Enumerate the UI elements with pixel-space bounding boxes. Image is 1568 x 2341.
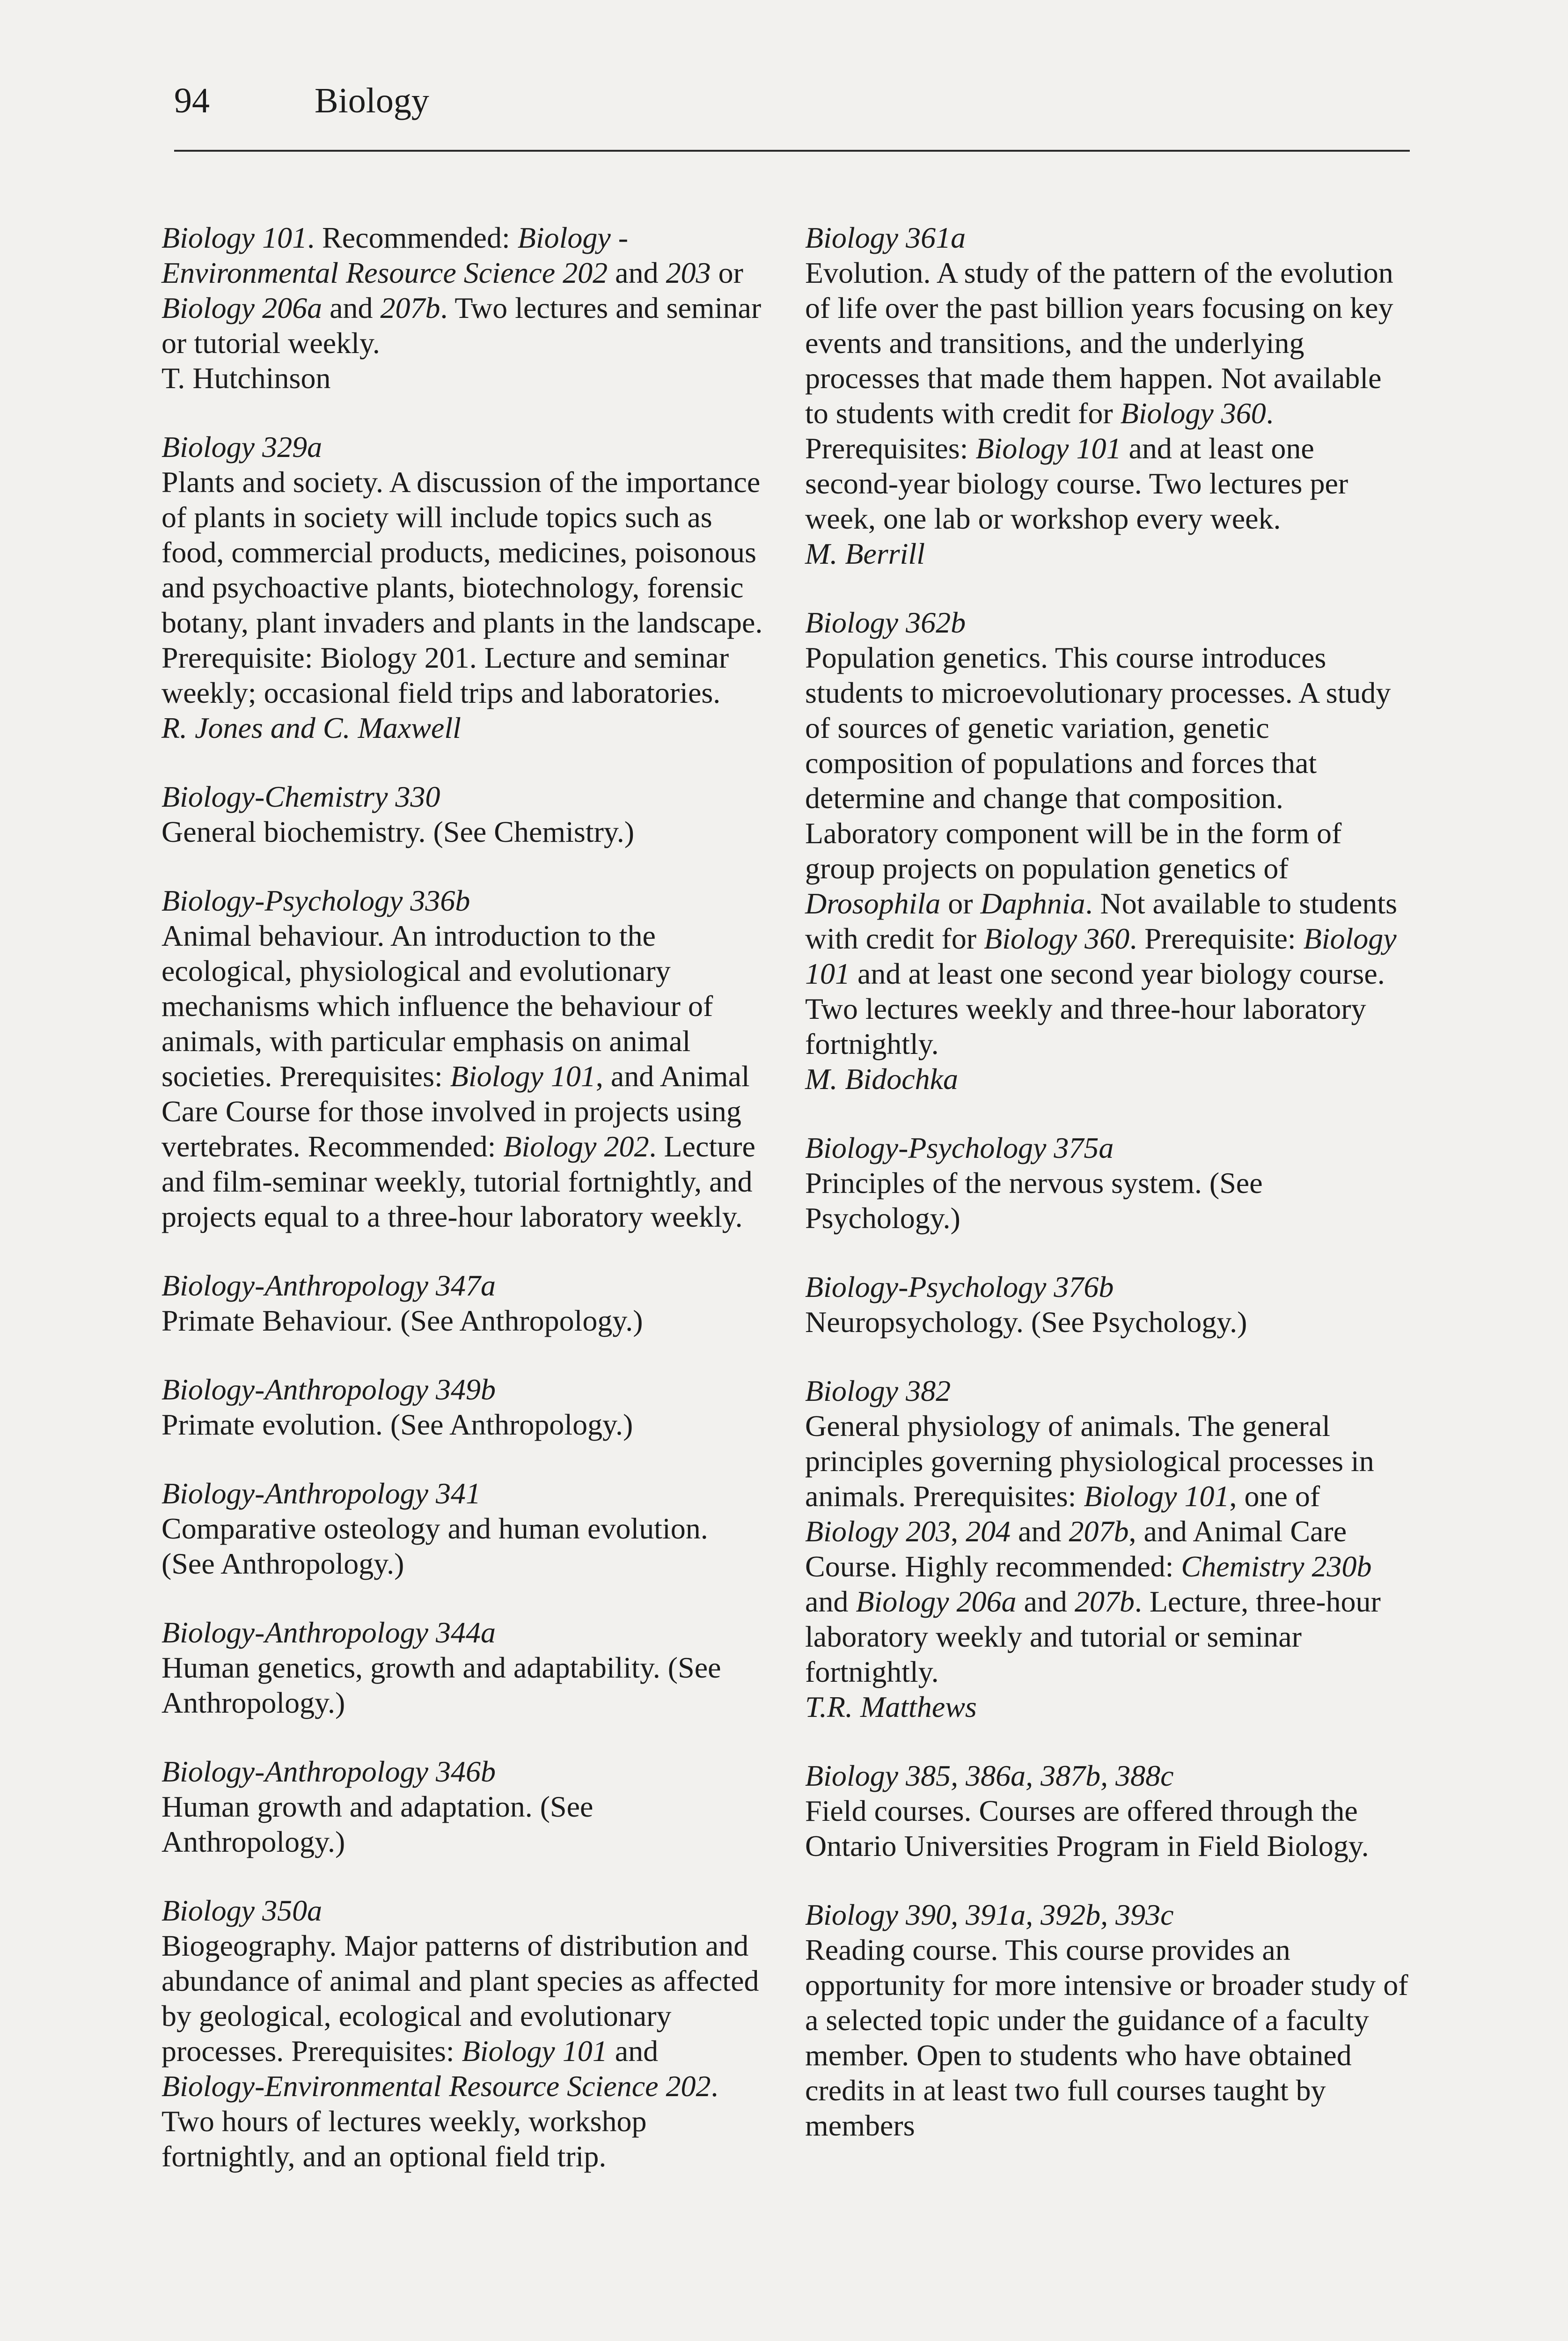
course-title: Biology 329a: [161, 430, 322, 464]
text-segment: Daphnia: [980, 887, 1085, 920]
course-entry: [161, 1372, 765, 1442]
text-segment: Biology-Environmental Resource Science 202: [161, 2069, 711, 2103]
course-entry: [161, 1754, 765, 1859]
course-title: Biology 390, 391a, 392b, 393c: [805, 1898, 1174, 1931]
course-description: [161, 464, 765, 710]
right-entries: [805, 220, 1409, 2143]
text-segment: Biology 101: [161, 221, 308, 254]
text-segment: and at least one second year biology course. Two lectures weekly and three-hour laboratory fortnightly.: [805, 957, 1385, 1060]
text-segment: Biology - Environmental Resource Science 202: [161, 221, 629, 289]
running-head: Biology: [315, 81, 429, 120]
course-entry: [161, 883, 765, 1234]
text-segment: , and Animal Care Course for those involved in projects using vertebrates. Recommended:: [161, 1060, 750, 1163]
course-description: [805, 1304, 1409, 1340]
text-segment: or: [711, 256, 743, 289]
course-title: Biology 362b: [805, 606, 966, 639]
text-segment: . Prerequisites:: [805, 397, 1274, 465]
course-entry: [805, 605, 1409, 1097]
text-segment: . Two lectures and seminar or tutorial weekly.: [161, 291, 762, 360]
text-segment: . Recommended:: [307, 221, 518, 254]
course-title: Biology-Anthropology 344a: [161, 1616, 496, 1649]
text-segment: ,: [951, 1515, 966, 1548]
text-segment: and: [1016, 1585, 1075, 1618]
course-entry: [805, 1269, 1409, 1340]
page-header: [174, 75, 1410, 155]
text-segment: . Prerequisite:: [1129, 922, 1304, 955]
page-number: 94: [174, 81, 210, 120]
text-segment: , and Animal Care Course. Highly recommended:: [805, 1515, 1347, 1583]
course-entry: [161, 1615, 765, 1720]
text-segment: and at least one second-year biology course. Two lectures per week, one lab or workshop every week.: [805, 432, 1348, 535]
text-segment: General physiology of animals. The general principles governing physiological processes in animals. Prerequisites:: [805, 1409, 1374, 1513]
course-instructor: R. Jones and C. Maxwell: [161, 711, 461, 744]
continued-entry: [161, 220, 765, 396]
course-description: [161, 1511, 765, 1581]
course-instructor: T.R. Matthews: [805, 1690, 977, 1723]
text-segment: Principles of the nervous system. (See Psychology.): [805, 1166, 1263, 1235]
text-segment: Biology 206a: [161, 291, 322, 324]
left-column: [161, 220, 765, 2208]
course-description: [805, 640, 1409, 1061]
text-segment: . Two hours of lectures weekly, workshop fortnightly, and an optional field trip.: [161, 2069, 718, 2173]
course-title: Biology 350a: [161, 1894, 322, 1927]
text-segment: Comparative osteology and human evolution. (See Anthropology.): [161, 1512, 708, 1580]
text-segment: General biochemistry. (See Chemistry.): [161, 815, 635, 848]
text-segment: Biology 101: [462, 2034, 608, 2068]
course-entry: [161, 1268, 765, 1338]
course-entry: [161, 429, 765, 745]
course-title: Biology-Chemistry 330: [161, 780, 440, 813]
text-segment: Drosophila: [805, 887, 941, 920]
course-description: [161, 1407, 765, 1442]
text-segment: Neuropsychology. (See Psychology.): [805, 1305, 1247, 1339]
course-entry: [805, 220, 1409, 571]
text-segment: Human growth and adaptation. (See Anthropology.): [161, 1790, 593, 1858]
text-segment: Biology 101: [975, 432, 1121, 465]
text-segment: Chemistry 230b: [1181, 1550, 1372, 1583]
text-segment: Primate evolution. (See Anthropology.): [161, 1408, 633, 1441]
course-description: [805, 1932, 1409, 2143]
course-instructor: M. Berrill: [805, 537, 925, 570]
course-instructor: M. Bidochka: [805, 1062, 958, 1096]
course-description: [161, 1928, 765, 2174]
text-segment: Biology 360: [1120, 397, 1266, 430]
text-segment: Population genetics. This course introduces students to microevolutionary processes. A study of sources of genetic variation, genetic composition of populations and forces that determine and change that composition. Laboratory component will be in the form of group projects on population genetics of: [805, 641, 1391, 885]
text-segment: Biology 101: [450, 1060, 596, 1093]
text-segment: . Lecture and film-seminar weekly, tutorial fortnightly, and projects equal to a three-hour laboratory weekly.: [161, 1130, 755, 1233]
course-entry: [161, 779, 765, 849]
course-entry: [805, 1130, 1409, 1236]
text-segment: . Lecture, three-hour laboratory weekly and tutorial or seminar fortnightly.: [805, 1585, 1381, 1688]
course-description: [161, 1303, 765, 1338]
text-segment: Biology 203: [805, 1515, 951, 1548]
text-segment: 207b: [380, 291, 440, 324]
text-segment: Biology 206a: [856, 1585, 1017, 1618]
course-title: Biology-Psychology 376b: [805, 1270, 1114, 1303]
entry-instructor: T. Hutchinson: [161, 361, 331, 395]
course-entry: [805, 1897, 1409, 2143]
text-segment: , one of: [1229, 1480, 1320, 1513]
course-title: Biology-Psychology 336b: [161, 884, 470, 917]
text-segment: 204: [966, 1515, 1011, 1548]
text-segment: . Not available to students with credit for: [805, 887, 1398, 955]
course-description: [805, 255, 1409, 536]
text-segment: 203: [666, 256, 711, 289]
text-segment: Biology 101: [805, 922, 1397, 990]
course-title: Biology-Psychology 375a: [805, 1131, 1114, 1164]
text-segment: Human genetics, growth and adaptability. (See Anthropology.): [161, 1651, 721, 1719]
course-title: Biology-Anthropology 347a: [161, 1269, 496, 1302]
text-segment: Biogeography. Major patterns of distribution and abundance of animal and plant species as affected by geological, ecological and evolutionary processes. Prerequisites:: [161, 1929, 759, 2068]
text-segment: 207b: [1074, 1585, 1135, 1618]
course-entry: [805, 1758, 1409, 1863]
text-segment: and: [322, 291, 381, 324]
text-segment: and: [805, 1585, 856, 1618]
course-description: [161, 918, 765, 1234]
course-title: Biology-Anthropology 349b: [161, 1373, 496, 1406]
text-segment: Field courses. Courses are offered through the Ontario Universities Program in Field Biology.: [805, 1794, 1369, 1862]
header-rule: [174, 150, 1410, 152]
text-segment: and: [607, 2034, 659, 2068]
text-segment: Animal behaviour. An introduction to the ecological, physiological and evolutionary mechanisms which influence the behaviour of animals, with particular emphasis on animal societies. Prerequisites:: [161, 919, 713, 1093]
entry-description: [161, 220, 765, 361]
course-title: Biology-Anthropology 346b: [161, 1755, 496, 1788]
course-entry: [161, 1893, 765, 2174]
text-segment: Biology 101: [1084, 1480, 1230, 1513]
text-segment: 207b: [1069, 1515, 1129, 1548]
text-segment: Plants and society. A discussion of the importance of plants in society will include topics such as food, commercial products, medicines, poisonous and psychoactive plants, biotechnology, forensic botany, plant invaders and plants in the landscape. Prerequisite: Biology 201. Lecture and seminar weekly; occasional field trips and laboratories.: [161, 465, 763, 709]
course-title: Biology 382: [805, 1374, 951, 1407]
course-description: [805, 1408, 1409, 1689]
course-title: Biology 385, 386a, 387b, 388c: [805, 1759, 1174, 1792]
course-title: Biology-Anthropology 341: [161, 1477, 481, 1510]
course-description: [805, 1793, 1409, 1863]
text-segment: Biology 360: [984, 922, 1130, 955]
course-entry: [161, 1476, 765, 1581]
left-entries: [161, 429, 765, 2174]
text-segment: Reading course. This course provides an opportunity for more intensive or broader study of a selected topic under the guidance of a faculty member. Open to students who have obtained credits in at least two full courses taught by members: [805, 1933, 1408, 2142]
text-segment: Primate Behaviour. (See Anthropology.): [161, 1304, 643, 1337]
text-segment: Evolution. A study of the pattern of the evolution of life over the past billion years focusing on key events and transitions, and the underlying processes that made them happen. Not available to students with credit for: [805, 256, 1393, 430]
text-segment: and: [1011, 1515, 1069, 1548]
course-description: [161, 1789, 765, 1859]
text-segment: Biology 202: [503, 1130, 649, 1163]
course-title: Biology 361a: [805, 221, 966, 254]
right-column: [805, 220, 1409, 2177]
text-segment: or: [940, 887, 981, 920]
course-description: [161, 814, 765, 849]
course-description: [161, 1650, 765, 1720]
course-entry: [805, 1373, 1409, 1724]
text-segment: and: [608, 256, 666, 289]
course-description: [805, 1165, 1409, 1236]
